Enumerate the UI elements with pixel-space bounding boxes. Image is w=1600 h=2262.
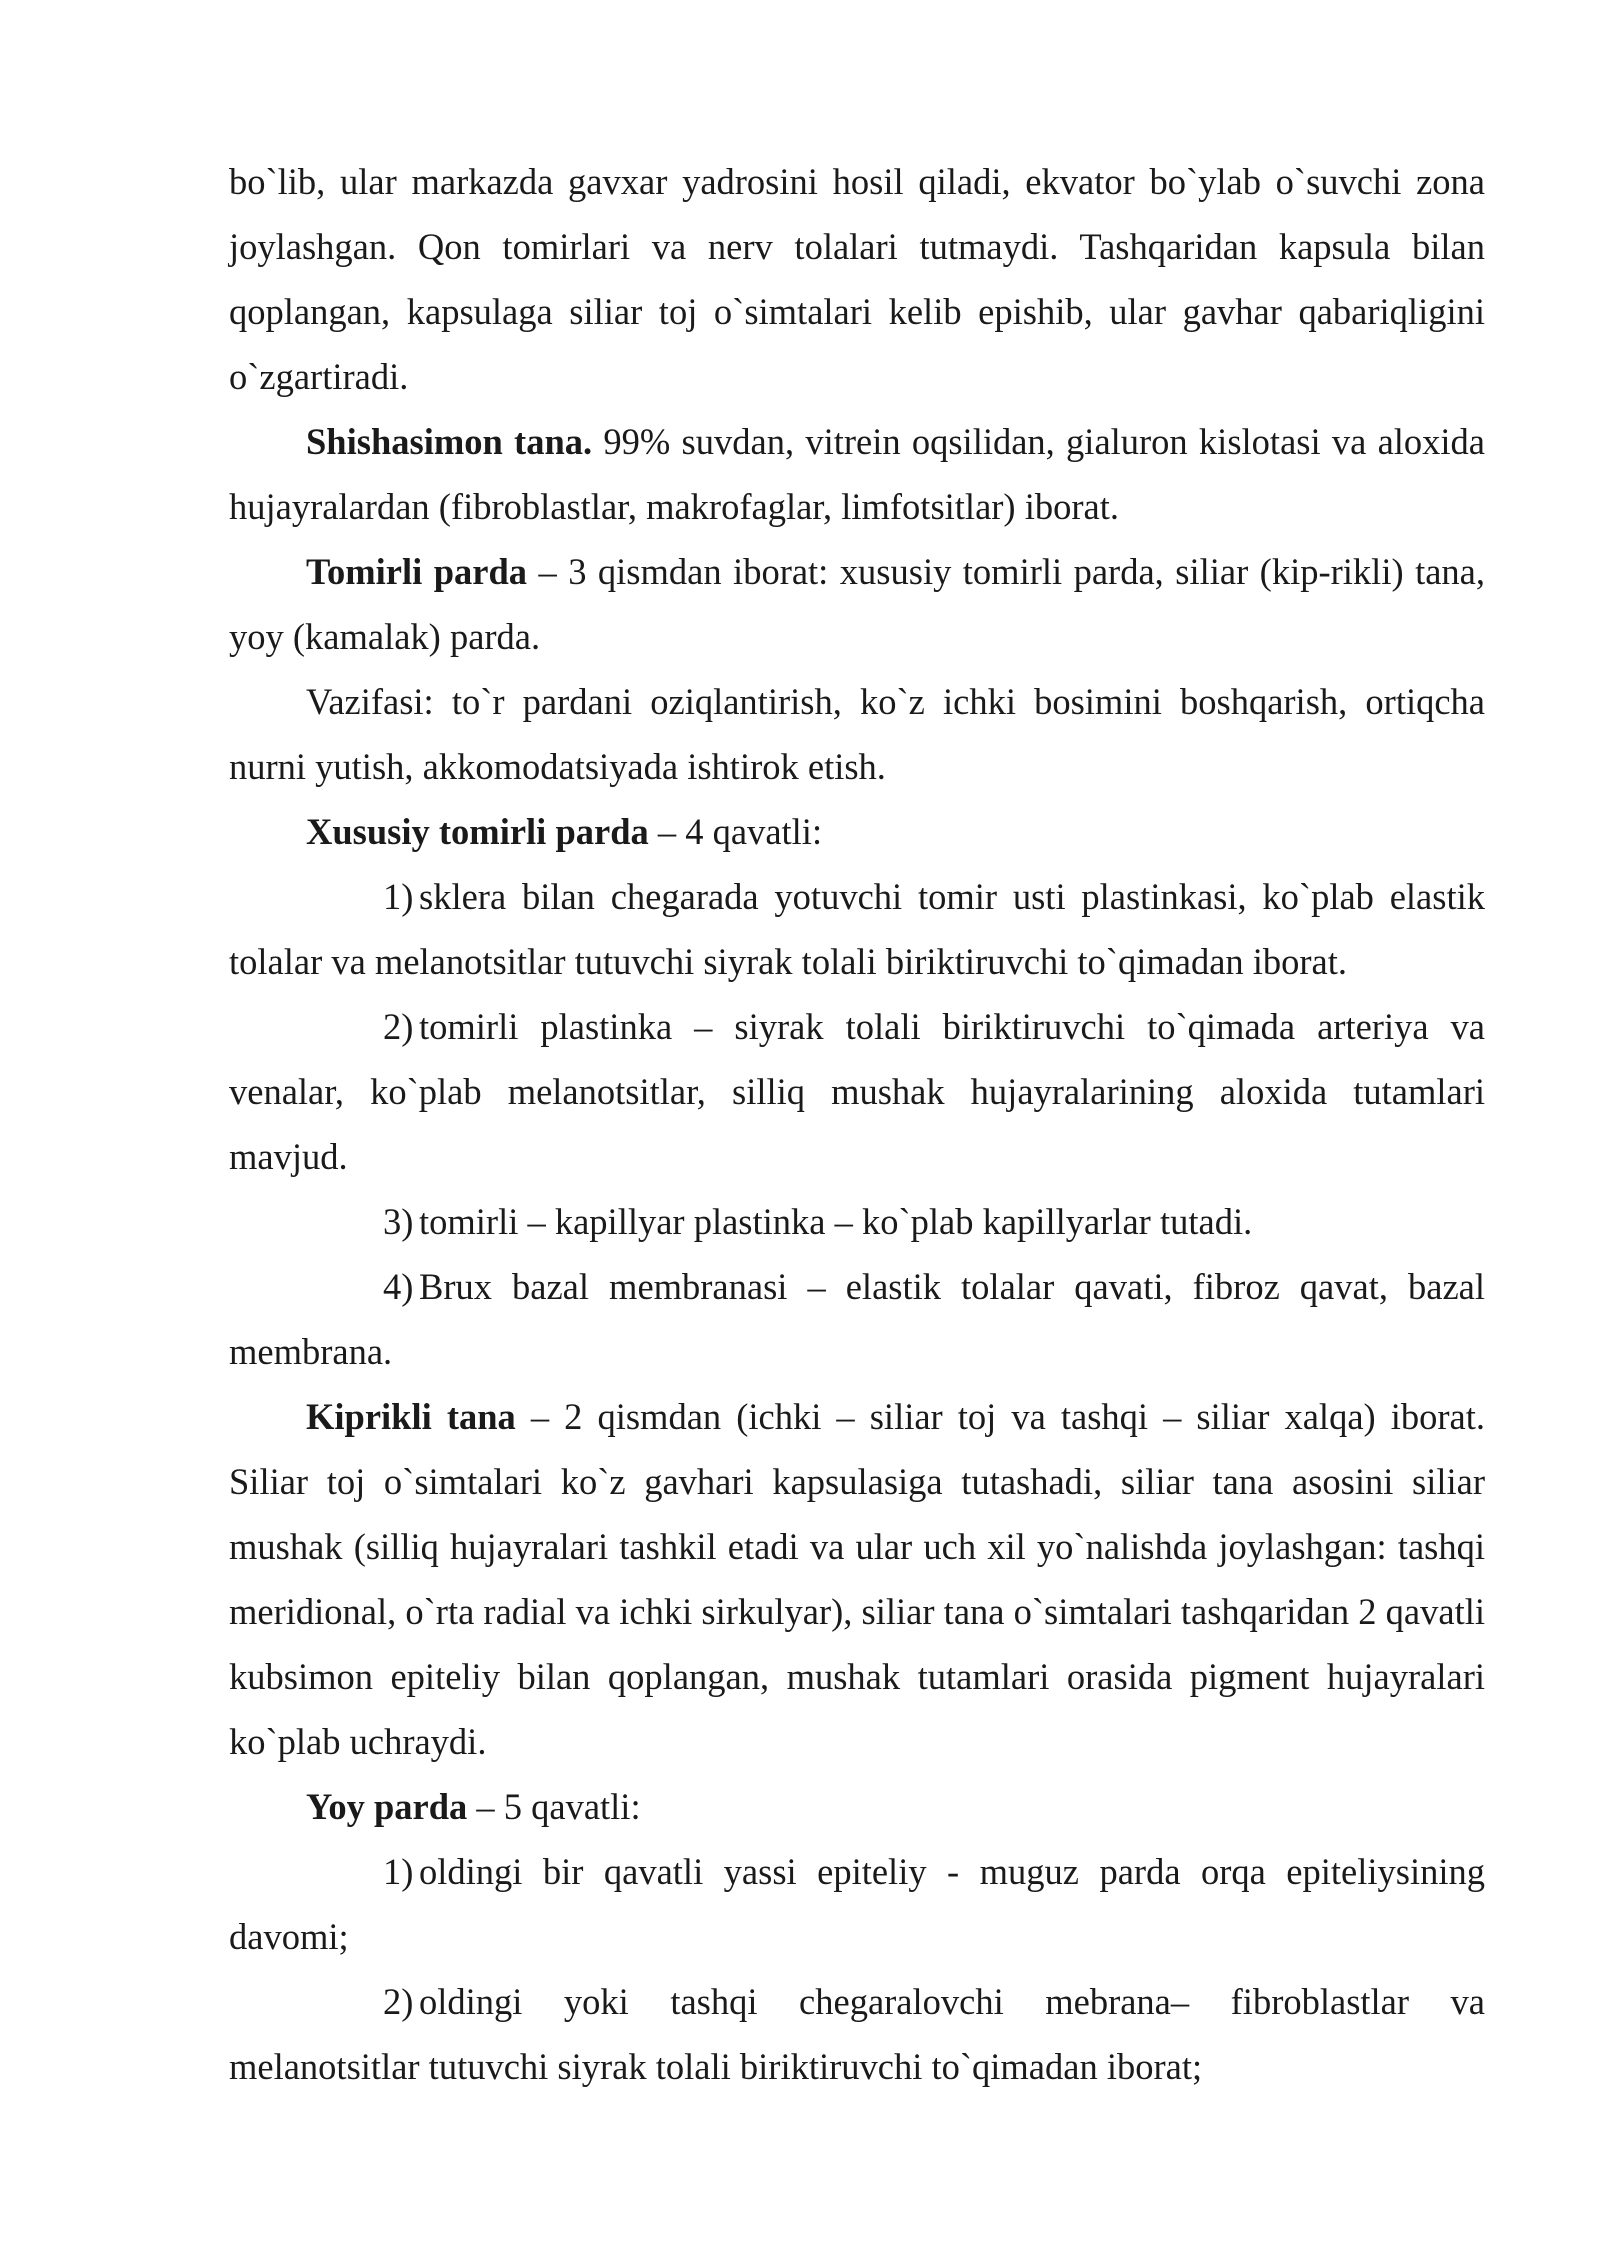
paragraph-text: – 3 qismdan iborat: xususiy tomirli parda, siliar (kip-rikli) tana, yoy (kamalak) parda. bbox=[229, 551, 1485, 657]
list-item bbox=[229, 1839, 1485, 1969]
paragraph-text: – 4 qavatli: bbox=[648, 811, 823, 852]
list-item-text: oldingi bir qavatli yassi epiteliy - muguz parda orqa epiteliysining davomi; bbox=[229, 1851, 1485, 1957]
paragraph-vascular-tunic bbox=[229, 539, 1485, 669]
list-item bbox=[229, 994, 1485, 1189]
list-item-number: 3) bbox=[383, 1201, 414, 1242]
list-item-text: sklera bilan chegarada yotuvchi tomir usti plastinkasi, ko`plab elastik tolalar va melanotsitlar tutuvchi siyrak tolali biriktiruvchi to`qimadan iborat. bbox=[229, 876, 1485, 982]
list-item bbox=[229, 1189, 1485, 1254]
page-content bbox=[229, 149, 1485, 2099]
list-item-text: oldingi yoki tashqi chegaralovchi mebrana– fibroblastlar va melanotsitlar tutuvchi siyrak tolali biriktiruvchi to`qimadan iborat; bbox=[229, 1981, 1485, 2087]
heading-ciliary-body: Kiprikli tana bbox=[306, 1396, 516, 1437]
paragraph-choroid bbox=[229, 799, 1485, 864]
list-item-number: 2) bbox=[383, 1981, 414, 2022]
list-item-number: 1) bbox=[383, 1851, 414, 1892]
paragraph-function: Vazifasi: to`r pardani oziqlantirish, ko`z ichki bosimini boshqarish, ortiqcha nurni yutish, akkomodatsiyada ishtirok etish. bbox=[229, 681, 1485, 787]
heading-choroid: Xususiy tomirli parda bbox=[306, 811, 649, 852]
list-item bbox=[229, 1969, 1485, 2099]
heading-iris: Yoy parda bbox=[306, 1786, 468, 1827]
paragraph-text: 99% suvdan, vitrein oqsilidan, gialuron kislotasi va aloxida hujayralardan (fibroblastlar, makrofaglar, limfotsitlar) iborat. bbox=[229, 421, 1485, 527]
list-item-text: tomirli – kapillyar plastinka – ko`plab kapillyarlar tutadi. bbox=[419, 1201, 1253, 1242]
paragraph-ciliary-body bbox=[229, 1384, 1485, 1774]
list-item-text: tomirli plastinka – siyrak tolali biriktiruvchi to`qimada arteriya va venalar, ko`plab melanotsitlar, silliq mushak hujayralarining aloxida tutamlari mavjud. bbox=[229, 1006, 1485, 1177]
list-item-text: Brux bazal membranasi – elastik tolalar qavati, fibroz qavat, bazal membrana. bbox=[229, 1266, 1485, 1372]
paragraph-text: – 5 qavatli: bbox=[467, 1786, 641, 1827]
heading-vascular-tunic: Tomirli parda bbox=[306, 551, 528, 592]
heading-vitreous-body: Shishasimon tana. bbox=[306, 421, 593, 462]
paragraph-text: – 2 qismdan (ichki – siliar toj va tashqi – siliar xalqa) iborat. Siliar toj o`simtalari ko`z gavhari kapsulasiga tutashadi, siliar tana asosini siliar mushak (silliq hujayralari tashkil etadi va ular uch xil yo`nalishda joylashgan: tashqi meridional, o`rta radial va ichki sirkulyar), siliar tana o`simtalari tashqaridan 2 qavatli kubsimon epiteliy bilan qoplangan, mushak tutamlari orasida pigment hujayralari ko`plab uchraydi. bbox=[229, 1396, 1485, 1762]
list-item-number: 4) bbox=[383, 1266, 414, 1307]
list-item bbox=[229, 864, 1485, 994]
paragraph-continuation: bo`lib, ular markazda gavxar yadrosini hosil qiladi, ekvator bo`ylab o`suvchi zona joylashgan. Qon tomirlari va nerv tolalari tutmaydi. Tashqaridan kapsula bilan qoplangan, kapsulaga siliar toj o`simtalari kelib epishib, ular gavhar qabariqligini o`zgartiradi. bbox=[229, 161, 1485, 397]
list-item-number: 2) bbox=[383, 1006, 414, 1047]
paragraph-vitreous-body bbox=[229, 409, 1485, 539]
list-item-number: 1) bbox=[383, 876, 414, 917]
list-item bbox=[229, 1254, 1485, 1384]
paragraph-iris bbox=[229, 1774, 1485, 1839]
